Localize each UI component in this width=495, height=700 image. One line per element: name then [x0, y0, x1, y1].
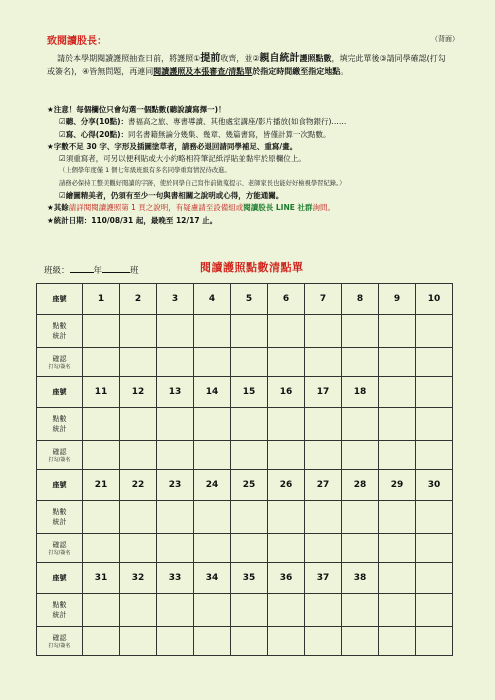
- points-row: [37, 315, 453, 348]
- points-cell[interactable]: [342, 315, 379, 348]
- seat-number: [379, 377, 416, 408]
- points-row: [37, 501, 453, 534]
- points-row: [37, 594, 453, 627]
- seat-number: 13: [157, 377, 194, 408]
- seat-number: 2: [120, 284, 157, 315]
- intro-text-1: 請於本學期閱讀護照抽查日前，將護照①: [57, 54, 201, 63]
- points-label: 點數 統計: [37, 501, 83, 534]
- intro-text-3: 收齊，並②: [220, 54, 260, 63]
- confirm-cell[interactable]: [231, 534, 268, 563]
- seat-row: [37, 284, 453, 315]
- confirm-cell[interactable]: [231, 627, 268, 656]
- points-cell[interactable]: [120, 594, 157, 627]
- confirm-label: 確認 打勾/簽名: [37, 441, 83, 470]
- class-blank[interactable]: [102, 264, 130, 273]
- confirm-cell[interactable]: [379, 627, 416, 656]
- confirm-cell[interactable]: [194, 441, 231, 470]
- note-2: ☑聽、分享(10點)：書福高之旅、專書導讀、其他處室講座/影片播放(如食物銀行)……: [59, 117, 347, 127]
- confirm-cell[interactable]: [268, 441, 305, 470]
- seat-number: 34: [194, 563, 231, 594]
- confirm-label: 確認 打勾/簽名: [37, 534, 83, 563]
- side-note: （背面）: [431, 35, 459, 43]
- points-cell[interactable]: [268, 408, 305, 441]
- confirm-cell[interactable]: [342, 627, 379, 656]
- confirm-cell[interactable]: [120, 627, 157, 656]
- confirm-label: 確認 打勾/簽名: [37, 348, 83, 377]
- points-table: [36, 283, 453, 656]
- confirm-cell[interactable]: [342, 441, 379, 470]
- points-cell[interactable]: [83, 501, 120, 534]
- seat-label: 座號: [37, 470, 83, 501]
- seat-number: [379, 563, 416, 594]
- points-cell[interactable]: [231, 501, 268, 534]
- points-cell[interactable]: [83, 315, 120, 348]
- seat-number: [416, 377, 453, 408]
- points-cell[interactable]: [305, 315, 342, 348]
- intro-paragraph: [47, 52, 447, 78]
- seat-number: 21: [83, 470, 120, 501]
- seat-number: 32: [120, 563, 157, 594]
- points-cell[interactable]: [157, 594, 194, 627]
- confirm-row: [37, 348, 453, 377]
- confirm-cell[interactable]: [194, 348, 231, 377]
- confirm-cell[interactable]: [194, 627, 231, 656]
- note-10: ★統計日期：110/08/31 起，最晚至 12/17 止。: [47, 215, 218, 225]
- intro-emph-self: 親自統計: [259, 53, 300, 64]
- points-cell[interactable]: [157, 501, 194, 534]
- confirm-cell[interactable]: [416, 627, 453, 656]
- seat-label: 座號: [37, 284, 83, 315]
- seat-number: 9: [379, 284, 416, 315]
- intro-emph-points: 護照點數: [299, 54, 332, 63]
- seat-number: [416, 563, 453, 594]
- confirm-cell[interactable]: [379, 348, 416, 377]
- points-cell[interactable]: [379, 594, 416, 627]
- confirm-label: 確認 打勾/簽名: [37, 627, 83, 656]
- confirm-row: [37, 534, 453, 563]
- confirm-cell[interactable]: [157, 348, 194, 377]
- seat-number: 37: [305, 563, 342, 594]
- seat-label: 座號: [37, 377, 83, 408]
- points-cell[interactable]: [83, 594, 120, 627]
- points-cell[interactable]: [120, 408, 157, 441]
- points-cell[interactable]: [305, 501, 342, 534]
- points-row: [37, 408, 453, 441]
- intro-text-9: 。: [340, 67, 349, 76]
- note-3: ☑寫、心得(20點)：同名書籍無論分幾集、幾章、幾篇書寫，皆僅計算一次點數。: [59, 129, 331, 139]
- grade-blank[interactable]: [70, 264, 94, 273]
- confirm-cell[interactable]: [268, 348, 305, 377]
- seat-number: 1: [83, 284, 120, 315]
- seat-row: [37, 377, 453, 408]
- seat-number: 36: [268, 563, 305, 594]
- points-cell[interactable]: [416, 315, 453, 348]
- class-field: 班級： 年 班: [44, 266, 139, 276]
- points-cell[interactable]: [194, 315, 231, 348]
- seat-number: 4: [194, 284, 231, 315]
- points-cell[interactable]: [342, 501, 379, 534]
- points-cell[interactable]: [342, 594, 379, 627]
- confirm-cell[interactable]: [305, 441, 342, 470]
- seat-number: 5: [231, 284, 268, 315]
- note-1: ★注意！每個欄位只會勾選一個點數(聽說讀寫擇一)！: [47, 105, 226, 114]
- seat-row: [37, 470, 453, 501]
- points-cell[interactable]: [268, 594, 305, 627]
- points-label: 點數 統計: [37, 408, 83, 441]
- points-cell[interactable]: [268, 501, 305, 534]
- confirm-cell[interactable]: [231, 441, 268, 470]
- seat-number: 22: [120, 470, 157, 501]
- seat-number: 11: [83, 377, 120, 408]
- points-cell[interactable]: [120, 315, 157, 348]
- seat-number: 29: [379, 470, 416, 501]
- seat-number: 3: [157, 284, 194, 315]
- note-8: ☑繪圖精美者，仍須有至少一句與書相關之說明或心得，方能通關。: [59, 191, 284, 201]
- confirm-row: [37, 441, 453, 470]
- seat-number: 31: [83, 563, 120, 594]
- confirm-cell[interactable]: [83, 534, 120, 563]
- seat-number: 14: [194, 377, 231, 408]
- points-cell[interactable]: [231, 315, 268, 348]
- confirm-cell[interactable]: [305, 534, 342, 563]
- points-cell[interactable]: [157, 408, 194, 441]
- seat-number: 28: [342, 470, 379, 501]
- points-cell[interactable]: [416, 408, 453, 441]
- confirm-cell[interactable]: [83, 348, 120, 377]
- points-cell[interactable]: [231, 408, 268, 441]
- points-cell[interactable]: [83, 408, 120, 441]
- seat-label: 座號: [37, 563, 83, 594]
- points-cell[interactable]: [231, 594, 268, 627]
- doc-title: 致閱讀股長：: [47, 36, 107, 47]
- confirm-cell[interactable]: [157, 627, 194, 656]
- confirm-cell[interactable]: [157, 441, 194, 470]
- seat-number: 17: [305, 377, 342, 408]
- seat-number: 30: [416, 470, 453, 501]
- seat-number: 25: [231, 470, 268, 501]
- points-cell[interactable]: [379, 408, 416, 441]
- confirm-cell[interactable]: [416, 441, 453, 470]
- confirm-cell[interactable]: [416, 534, 453, 563]
- points-label: 點數 統計: [37, 315, 83, 348]
- points-cell[interactable]: [305, 408, 342, 441]
- confirm-row: [37, 627, 453, 656]
- seat-number: 23: [157, 470, 194, 501]
- seat-number: 6: [268, 284, 305, 315]
- confirm-cell[interactable]: [379, 441, 416, 470]
- points-cell[interactable]: [416, 594, 453, 627]
- points-cell[interactable]: [379, 501, 416, 534]
- points-cell[interactable]: [194, 408, 231, 441]
- points-cell[interactable]: [268, 315, 305, 348]
- intro-emph-submit: 閱讀護照及本張審查/清點單: [153, 67, 253, 76]
- points-label: 點數 統計: [37, 594, 83, 627]
- seat-number: 38: [342, 563, 379, 594]
- points-cell[interactable]: [379, 315, 416, 348]
- intro-text-6: ，填完此單後③請同學確認(打勾或簽名)，④皆無問題，再連同: [47, 54, 446, 76]
- seat-number: 18: [342, 377, 379, 408]
- seat-number: 24: [194, 470, 231, 501]
- confirm-cell[interactable]: [268, 627, 305, 656]
- confirm-cell[interactable]: [305, 348, 342, 377]
- seat-number: 7: [305, 284, 342, 315]
- notes-section: [47, 104, 457, 227]
- seat-number: 12: [120, 377, 157, 408]
- confirm-cell[interactable]: [231, 348, 268, 377]
- table-title: 閱讀護照點數清點單: [200, 261, 304, 274]
- confirm-cell[interactable]: [83, 627, 120, 656]
- seat-number: 8: [342, 284, 379, 315]
- points-cell[interactable]: [416, 501, 453, 534]
- confirm-cell[interactable]: [379, 534, 416, 563]
- points-cell[interactable]: [157, 315, 194, 348]
- confirm-cell[interactable]: [157, 534, 194, 563]
- points-cell[interactable]: [194, 501, 231, 534]
- note-5: ☑須重寫者，可另以便利貼或大小約略相符筆記紙浮貼並黏牢於原欄位上。: [59, 154, 306, 164]
- confirm-cell[interactable]: [305, 627, 342, 656]
- note-9: ★其餘請詳閱閱讀護照第 1 頁之說明，有疑慮請至設備組或閱讀股長 LINE 社群詢問。: [47, 203, 335, 213]
- points-cell[interactable]: [305, 594, 342, 627]
- intro-emph-early: 提前: [200, 53, 221, 64]
- seat-row: [37, 563, 453, 594]
- seat-number: 27: [305, 470, 342, 501]
- note-7: 請務必保持工整美觀好閱讀的字跡，使於同學自己寫作前做蒐提示、老師家長也能好好檢視學習紀錄。）: [59, 179, 346, 187]
- points-cell[interactable]: [194, 594, 231, 627]
- points-cell[interactable]: [342, 408, 379, 441]
- note-6: （上個學年度僅 1 個七年級班級有多名同學重寫情況待改進。: [59, 167, 231, 175]
- confirm-cell[interactable]: [194, 534, 231, 563]
- intro-emph-place: 於指定時間繳至指定地點: [252, 67, 341, 76]
- confirm-cell[interactable]: [416, 348, 453, 377]
- confirm-cell[interactable]: [120, 534, 157, 563]
- seat-number: 15: [231, 377, 268, 408]
- confirm-cell[interactable]: [83, 441, 120, 470]
- seat-number: 10: [416, 284, 453, 315]
- seat-number: 35: [231, 563, 268, 594]
- confirm-cell[interactable]: [342, 534, 379, 563]
- confirm-cell[interactable]: [342, 348, 379, 377]
- seat-number: 26: [268, 470, 305, 501]
- confirm-cell[interactable]: [120, 348, 157, 377]
- confirm-cell[interactable]: [268, 534, 305, 563]
- seat-number: 16: [268, 377, 305, 408]
- note-4: ★字數不足 30 字、字形及插圖塗草者，請務必退回請同學補足、重寫/畫。: [47, 141, 298, 151]
- confirm-cell[interactable]: [120, 441, 157, 470]
- points-cell[interactable]: [120, 501, 157, 534]
- seat-number: 33: [157, 563, 194, 594]
